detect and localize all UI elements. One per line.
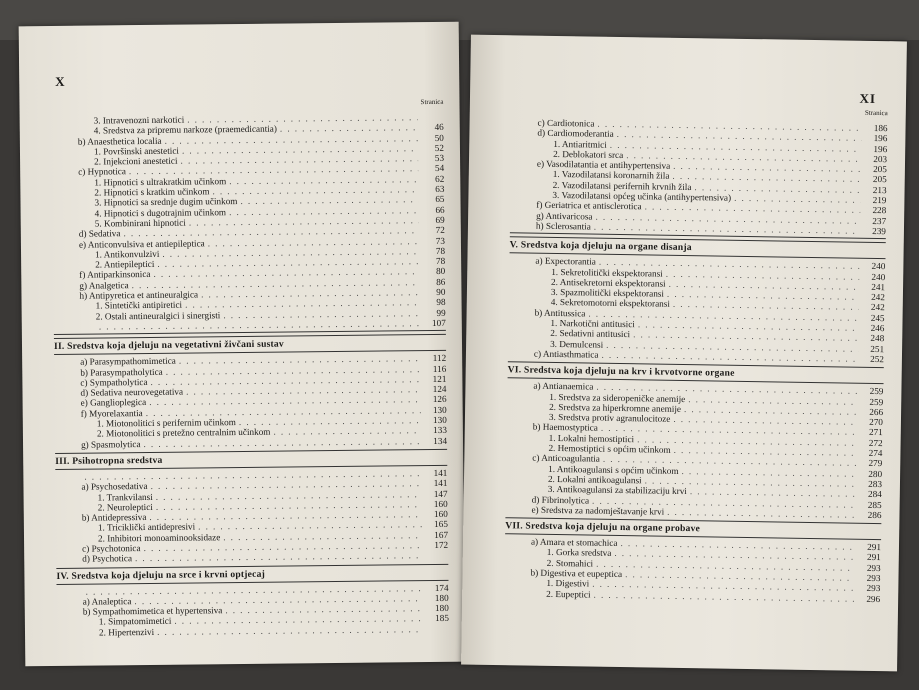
section-heading: V. Sredstva koja djeluju na organe disanja [510, 237, 886, 260]
toc-entry-title: 1. Antikoagulansi s općim učinkom [548, 463, 679, 476]
toc-entry-page: 46 [434, 122, 444, 133]
toc-content [504, 103, 888, 604]
toc-entry-title: 1. Antikonvulzivi [95, 248, 160, 260]
toc-entry-title: c) Cardiotonica [537, 117, 595, 129]
toc-entry-title: f) Geriatrica et antisclerotica [536, 200, 642, 212]
toc-entry-page: 54 [434, 163, 445, 174]
toc-entry-page: 291 [866, 552, 881, 563]
toc-entry-page: 78 [435, 256, 446, 267]
toc-entry-page: 63 [435, 183, 445, 195]
toc-entry-title: d) Fibrinolytica [531, 494, 590, 506]
right-page [461, 35, 907, 672]
toc-entry-title: a) Amara et stomachica [530, 536, 618, 549]
toc-entry-title: c) Sympatholytica [80, 376, 148, 388]
toc-entry-page: 213 [872, 184, 887, 195]
toc-entry-page: 240 [871, 271, 886, 282]
toc-entry-title: 3. Spazmolitički ekspektoransi [550, 287, 665, 299]
toc-entry-page: 241 [871, 281, 886, 293]
toc-entry-page: 50 [434, 132, 444, 143]
dot-leader [664, 507, 855, 520]
toc-entry-title: 1. Sekretolitički ekspektoransi [551, 266, 663, 279]
toc-entry-page: 72 [435, 225, 445, 236]
dot-leader [154, 624, 423, 637]
toc-entry-page: 259 [869, 386, 884, 397]
toc-content [51, 98, 449, 638]
toc-entry-title: c) Anticoagulantia [532, 452, 601, 465]
toc-entry-title: b) Antidepressiva [81, 512, 147, 523]
toc-entry-title: d) Sedativa [78, 228, 121, 239]
toc-entry-page: 65 [435, 194, 445, 205]
toc-entry-page: 112 [432, 353, 447, 364]
toc-entry-page: 99 [436, 307, 446, 318]
toc-entry-title: 1. Sredstva za sideropeničke anemije [549, 391, 686, 404]
toc-entry-title: 1. Vazodilatansi koronarnih žila [552, 169, 670, 182]
toc-entry-title: e) Sredstva za nadomještavanje krvi [531, 504, 665, 517]
toc-entry-page: 286 [867, 509, 882, 520]
toc-entry-page: 239 [872, 225, 887, 237]
toc-entry-title: 2. Miotonolitici s pretežno centralnim učinkom [96, 427, 271, 439]
toc-entry-page: 203 [873, 153, 888, 165]
toc-entry-title: 1. Antiaritmici [553, 138, 607, 150]
toc-entry-title: 2. Vazodilatansi perifernih krvnih žila [552, 179, 692, 192]
toc-entry-title: 3. Antikoagulansi za stabilizaciju krvi [547, 484, 687, 497]
toc-entry-page: 80 [436, 266, 446, 277]
toc-entry-title: b) Digestiva et eupeptica [530, 567, 623, 580]
toc-entry-title: 1. Miotonolitici s perifernim učinkom [96, 417, 236, 429]
toc-block [510, 117, 888, 239]
toc-entry-title: a) Expectorantia [535, 255, 596, 267]
toc-entry-page: 185 [435, 613, 449, 624]
toc-entry-title: b) Sympathomimetica et hypertensiva [82, 605, 223, 617]
toc-entry-page: 242 [870, 302, 885, 313]
toc-entry-title: 2. Hipertenzivi [98, 626, 155, 638]
toc-entry-title: f) Myorelaxantia [80, 407, 143, 419]
toc-entry-page: 90 [436, 286, 446, 298]
toc-entry-page: 293 [866, 562, 881, 573]
toc-entry-title: 3. Vazodilatansi općeg učinka (antihypertensiva) [552, 189, 732, 203]
toc-entry-title: 2. Sredstva za hiperkromne anemije [549, 401, 682, 414]
toc-entry-title: 3. Sredstva protiv agranulocitoze [548, 412, 671, 424]
toc-sections [504, 237, 886, 604]
toc-entry-title: 2. Antisekretorni ekspektoransi [551, 276, 666, 289]
toc-entry-page: 280 [868, 468, 883, 479]
toc-sections [54, 334, 449, 638]
toc-entry-page: 246 [870, 322, 885, 334]
toc-entry-page: 86 [436, 276, 446, 287]
toc-entry-title: 1. Lokalni hemostiptici [548, 432, 635, 444]
toc-entry-title: 1. Simpatomimetici [98, 616, 172, 627]
toc-entry-title: f) Antiparkinsonica [79, 269, 151, 281]
toc-entry-title: 5. Kombinirani hipnotici [94, 217, 186, 229]
toc-entry-title: 1. Narkotični antitusici [550, 317, 635, 330]
toc-block [52, 112, 446, 335]
toc-entry-title: 2. Ostali antineuralgici i sinergisti [95, 309, 221, 322]
toc-entry-page: 252 [870, 353, 885, 365]
toc-entry-page: 271 [868, 427, 883, 438]
toc-entry-page: 283 [868, 478, 883, 490]
toc-entry-page: 147 [433, 488, 448, 499]
toc-entry-title: d) Psychotica [82, 553, 133, 564]
toc-entry-page: 73 [435, 235, 445, 246]
toc-entry-page: 270 [869, 417, 884, 428]
toc-entry-title: 1. Trankvilansi [97, 491, 153, 503]
toc-entry-title: b) Anaesthetica localia [77, 135, 162, 147]
toc-entry-page: 174 [434, 582, 449, 593]
toc-entry-page: 172 [434, 539, 449, 550]
toc-entry-title: 2. Stomahici [546, 557, 594, 569]
toc-entry-page: 285 [867, 499, 882, 510]
toc-entry-page: 240 [871, 261, 886, 272]
toc-entry-page: 237 [872, 215, 887, 226]
toc-entry-page: 274 [868, 447, 883, 459]
toc-entry-page: 180 [434, 603, 449, 614]
toc-entry-title: 1. Gorka sredstva [546, 547, 612, 559]
page-column-header: Stranica [864, 108, 888, 118]
toc-entry-title: d) Sedativa neurovegetativa [80, 386, 184, 398]
toc-entry-page: 293 [866, 572, 881, 584]
toc-section [55, 449, 448, 565]
toc-entry-title: e) Ganglioplegica [80, 397, 147, 409]
toc-entry-title: d) Cardiomoderantia [537, 127, 614, 140]
toc-entry-title: 1. Triciklički antidepresivi [97, 521, 196, 533]
toc-section [508, 237, 886, 365]
toc-entry-title: g) Antivaricosa [536, 210, 593, 222]
toc-entry-title: 2. Sedativni antitusici [550, 328, 631, 340]
dot-leader [140, 436, 421, 449]
toc-entry-title: e) Anticonvulsiva et antiepileptica [78, 237, 205, 250]
toc-entry-page: 133 [433, 425, 447, 436]
toc-entry-page: 78 [435, 245, 446, 256]
toc-entry-title: 3. Intravenozni narkotici [93, 114, 185, 126]
toc-entry-title: b) Haemostyptica [532, 422, 598, 434]
toc-entry-title: 4. Sekretomotorni ekspektoransi [550, 297, 671, 310]
toc-entry-page: 52 [434, 142, 445, 153]
dot-leader [96, 318, 420, 332]
page-column-header: Stranica [420, 97, 444, 107]
toc-entry-title: 1. Sintetički antipiretici [95, 299, 183, 311]
toc-entry-page: 160 [433, 508, 448, 520]
toc-entry-title: c) Antiasthmatica [533, 348, 599, 360]
section-heading: VII. Sredstva koja djeluju na organe probave [505, 517, 881, 540]
toc-entry-title: 3. Demulcensi [550, 338, 604, 350]
toc-section [56, 563, 449, 638]
toc-entry-page: 245 [870, 312, 885, 323]
toc-entry-page: 62 [435, 173, 445, 184]
toc-entry-title: 2. Hipnotici s kratkim učinkom [94, 186, 210, 198]
toc-entry-page: 98 [436, 297, 446, 308]
toc-entry-page: 279 [868, 458, 883, 469]
toc-entry-page: 134 [433, 435, 448, 446]
toc-entry-title: 2. Antiepileptici [95, 259, 155, 270]
toc-entry-title: a) Antianaemica [533, 380, 594, 392]
toc-entry-page: 69 [435, 214, 445, 225]
section-heading: II. Sredstva koja djeluju na vegetativni živčani sustav [54, 334, 446, 355]
running-head: X [55, 73, 66, 89]
toc-entry-page: 167 [434, 529, 449, 540]
toc-entry-title: 2. Deblokatori srca [553, 148, 624, 160]
toc-entry-page: 228 [872, 205, 887, 216]
toc-entry-page: 259 [869, 396, 884, 407]
toc-entry-page: 186 [873, 122, 888, 134]
toc-entry-page: 266 [869, 406, 884, 417]
toc-entry-page: 124 [432, 383, 447, 395]
toc-entry-page: 165 [434, 519, 448, 530]
toc-entry-page: 205 [872, 174, 887, 185]
toc-entry-title: a) Psychosedativa [81, 481, 148, 492]
section-heading: VI. Sredstva koja djeluju na krv i krvotvorne organe [508, 361, 884, 384]
section-heading: III. Psihotropna sredstva [55, 449, 447, 470]
toc-entry-page: 219 [872, 195, 887, 206]
toc-entry-page: 160 [433, 498, 448, 509]
section-heading: IV. Sredstva koja djeluju na srce i krvni optjecaj [56, 563, 448, 584]
toc-entry-title: 4. Sredstva za pripremu narkoze (praemedicantia) [93, 123, 277, 136]
toc-entry-title: 2. Eupeptici [546, 588, 591, 600]
toc-entry-title: b) Antitussica [534, 307, 586, 319]
toc-entry-page: 130 [432, 414, 447, 426]
toc-entry-page: 130 [432, 404, 447, 415]
toc-entry-title: 2. Hemostiptici s općim učinkom [548, 442, 671, 455]
toc-entry-page: 196 [873, 143, 888, 154]
toc-entry-page: 53 [434, 153, 445, 164]
toc-entry-page: 126 [432, 394, 447, 405]
toc-entry-title: g) Spasmolytica [80, 438, 141, 450]
toc-entry-title: 2. Lokalni antikoagulansi [547, 473, 642, 486]
toc-entry-page: 180 [434, 592, 449, 603]
toc-entry-page: 272 [868, 437, 883, 448]
toc-entry-page: 251 [870, 343, 885, 354]
toc-entry-title: 2. Neuroleptici [97, 501, 153, 513]
left-page [19, 22, 466, 667]
toc-entry-title: 2. Inhibitori monoaminooksidaze [97, 531, 221, 544]
toc-entry-title: 1. Digestivi [546, 578, 590, 589]
toc-entry-title: 3. Hipnotici sa srednje dugim učinkom [94, 196, 238, 208]
toc-entry-title: 4. Hipnotici s dugotrajnim učinkom [94, 206, 227, 219]
toc-entry-page: 66 [435, 204, 445, 215]
toc-entry-page: 248 [870, 333, 885, 344]
toc-entry-title: 1. Hipnotici s ultrakratkim učinkom [94, 175, 227, 188]
toc-entry-page: 107 [431, 317, 446, 328]
toc-entry-title: h) Sclerosantia [535, 220, 591, 232]
toc-entry-title: h) Antipyretica et antineuralgica [79, 289, 199, 301]
toc-entry-title: e) Vasodilatantia et antihypertensiva [536, 158, 671, 171]
toc-entry-title: g) Analgetica [79, 279, 129, 291]
toc-entry-page: 293 [866, 583, 881, 594]
toc-entry-page: 205 [873, 164, 887, 175]
toc-entry-title: c) Hypnotica [78, 166, 126, 178]
toc-section [504, 517, 881, 604]
toc-entry-page: 141 [433, 478, 448, 489]
toc-entry-page: 121 [432, 373, 447, 384]
toc-entry-page: 196 [873, 133, 888, 144]
toc-entry-title: b) Parasympatholytica [80, 366, 163, 378]
toc-entry-title: c) Psychotonica [82, 543, 141, 554]
toc-entry-title: 2. Injekcioni anestetici [94, 155, 178, 167]
toc-entry-title: a) Analeptica [82, 596, 132, 607]
toc-entry-page: 116 [432, 363, 447, 374]
toc-entry-page: 296 [866, 593, 881, 604]
dot-leader [132, 550, 422, 563]
toc-section [54, 334, 447, 450]
toc-entry-page: 242 [871, 292, 885, 303]
toc-entry-page: 141 [433, 467, 448, 478]
toc-entry-title: 1. Površinski anestetici [93, 145, 180, 157]
toc-entry-page: 291 [867, 541, 882, 553]
toc-entry-title: a) Parasympathomimetica [80, 355, 176, 367]
running-head: XI [859, 90, 877, 106]
toc-entry-page: 284 [867, 489, 882, 500]
toc-section [505, 361, 883, 520]
